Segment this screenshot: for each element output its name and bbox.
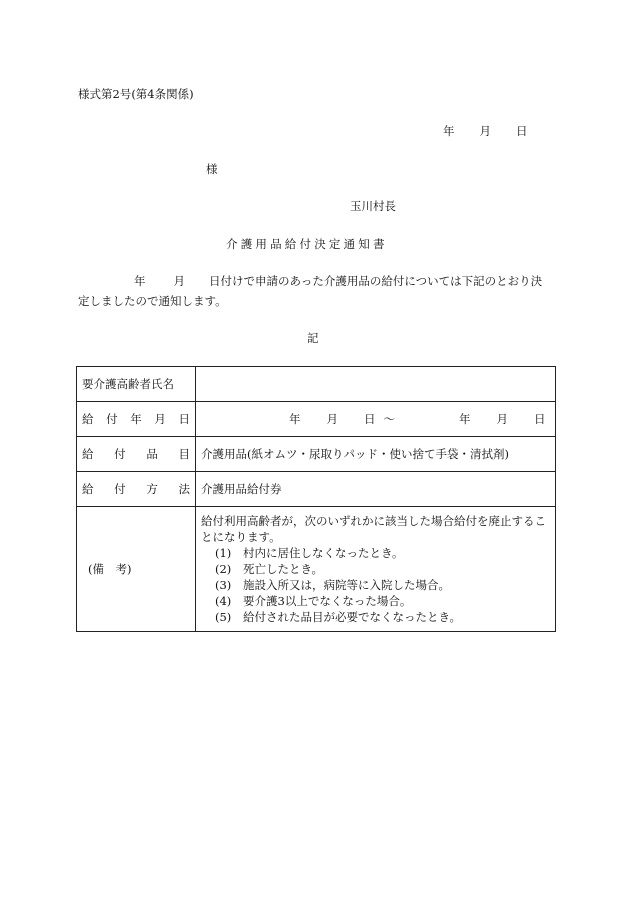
period-start-day: 日	[364, 412, 376, 426]
items-value: 介護用品(紙オムツ・尿取りパッド・使い捨て手袋・清拭剤)	[196, 437, 556, 472]
remarks-label: (備 考)	[77, 507, 196, 632]
list-item: (1) 村内に居住しなくなったとき。	[215, 546, 404, 560]
table-row-remarks	[77, 507, 556, 632]
period-value	[196, 402, 556, 437]
list-item: (2) 死亡したとき。	[215, 562, 324, 576]
period-label: 給 付 年 月 日	[77, 402, 196, 437]
remarks-value	[196, 507, 556, 632]
body-month: 月	[173, 274, 185, 288]
body-text	[78, 271, 554, 311]
body-text-line2: 定しましたので通知します。	[78, 294, 227, 308]
period-end-month: 月	[496, 412, 508, 426]
period-end-year: 年	[459, 412, 471, 426]
table-row-method	[77, 472, 556, 507]
table-row-name	[77, 367, 556, 402]
body-year: 年	[134, 274, 146, 288]
name-value	[196, 367, 556, 402]
list-item: (3) 施設入所又は，病院等に入院した場合。	[215, 578, 450, 592]
addressee-suffix: 様	[206, 162, 218, 176]
issue-date-year: 年	[443, 124, 455, 138]
table-row-period	[77, 402, 556, 437]
items-label: 給 付 品 目	[77, 437, 196, 472]
issue-date	[443, 123, 528, 139]
form-number: 様式第2号(第4条関係)	[78, 87, 194, 101]
issue-date-day: 日	[516, 124, 528, 138]
issuer: 玉川村長	[350, 199, 396, 213]
period-start-year: 年	[289, 412, 301, 426]
notice-table	[76, 366, 556, 632]
period-tilde: ～	[383, 412, 395, 426]
remarks-lead: 給付利用高齢者が，次のいずれかに該当した場合給付を廃止することになります。	[201, 514, 546, 544]
body-text-line1: 日付けで申請のあった介護用品の給付については下記のとおり決	[209, 274, 543, 288]
method-value: 介護用品給付券	[196, 472, 556, 507]
remarks-list	[201, 545, 550, 625]
table-row-items	[77, 437, 556, 472]
list-item: (5) 給付された品目が必要でなくなったとき。	[215, 610, 462, 624]
period-start-month: 月	[326, 412, 338, 426]
period-end-day: 日	[534, 412, 546, 426]
list-item: (4) 要介護3以上でなくなった場合。	[215, 594, 412, 608]
issue-date-month: 月	[479, 124, 491, 138]
method-label: 給 付 方 法	[77, 472, 196, 507]
name-label: 要介護高齢者氏名	[77, 367, 196, 402]
document-title: 介護用品給付決定通知書	[226, 237, 388, 251]
ki-heading: 記	[307, 331, 319, 345]
